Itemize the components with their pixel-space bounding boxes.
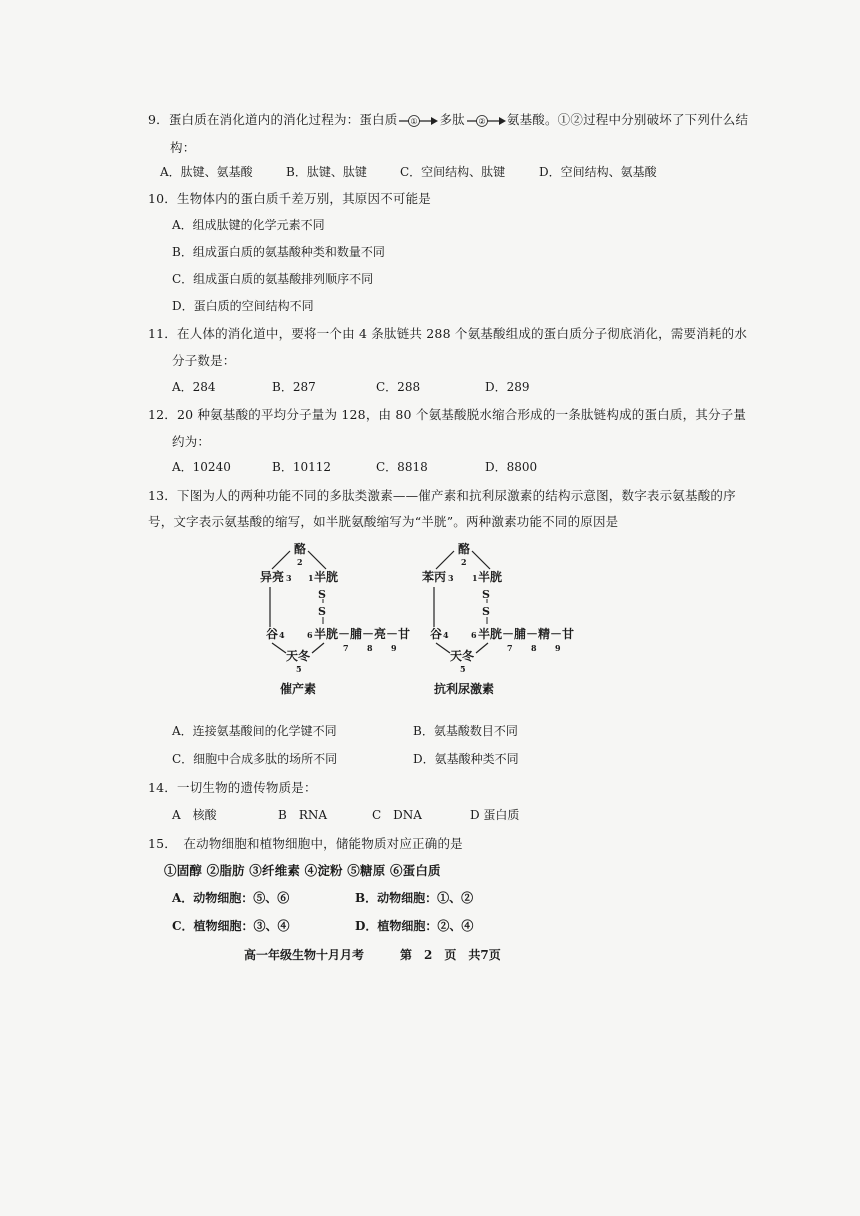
oxytocin-res-4: 谷	[266, 627, 279, 641]
q12-option-d: D．8800	[485, 460, 538, 474]
adh-num-1: 1	[472, 573, 478, 583]
adh-caption: 抗利尿激素	[434, 682, 495, 696]
q11-option-a: A．284	[172, 380, 216, 394]
oxytocin-res-2: 酪	[294, 542, 307, 556]
footer-page-number: 第 2 页 共7页	[400, 948, 501, 962]
q13-option-c: C．细胞中合成多肽的场所不同	[172, 752, 338, 766]
q11-option-c: C．288	[376, 380, 421, 394]
q14-option-a: A 核酸	[172, 808, 217, 822]
oxytocin-structure	[260, 541, 410, 696]
oxytocin-num-5: 5	[296, 664, 302, 674]
adh-num-7: 7	[507, 643, 513, 653]
oxytocin-num-9: 9	[391, 643, 397, 653]
q9-option-c: C．空间结构、肽键	[400, 165, 506, 179]
q11-option-d: D．289	[485, 380, 530, 394]
oxytocin-chain: 半胱－脯－亮－甘	[314, 627, 411, 641]
oxytocin-num-7: 7	[343, 643, 349, 653]
arrow-icon	[397, 114, 439, 128]
q12-stem-2: 约为：	[172, 434, 211, 449]
q14-option-b: B RNA	[278, 808, 328, 822]
q12-option-b: B．10112	[272, 460, 331, 474]
q10-option-c: C．组成蛋白质的氨基酸排列顺序不同	[172, 272, 374, 286]
adh-num-6: 6	[471, 630, 477, 640]
q13-stem-2: 号，文字表示氨基酸的缩写，如半胱氨酸缩写为“半胱”。两种激素功能不同的原因是	[148, 514, 619, 529]
oxytocin-num-1: 1	[308, 573, 314, 583]
oxytocin-num-2: 2	[297, 557, 303, 567]
q10-option-a: A．组成肽键的化学元素不同	[172, 218, 325, 232]
q9-step2: ②	[478, 116, 486, 126]
oxytocin-s1: S	[318, 588, 326, 601]
q10-option-d: D．蛋白质的空间结构不同	[172, 299, 314, 313]
q15-option-d: D．植物细胞：②、④	[355, 919, 474, 933]
oxytocin-caption: 催产素	[280, 682, 317, 696]
q14-stem: 14．一切生物的遗传物质是：	[148, 780, 317, 795]
q15-option-c: C．植物细胞：③、④	[172, 919, 290, 933]
q10-option-b: B．组成蛋白质的氨基酸种类和数量不同	[172, 245, 385, 259]
adh-res-1: 半胱	[478, 570, 503, 584]
adh-s1: S	[482, 588, 490, 601]
oxytocin-res-1: 半胱	[314, 570, 339, 584]
arrow-icon	[465, 114, 507, 128]
q9-option-b: B．肽键、肽键	[286, 165, 367, 179]
oxytocin-res-3: 异亮	[260, 570, 285, 584]
q10-stem: 10．生物体内的蛋白质千差万别，其原因不可能是	[148, 191, 432, 206]
q13-option-a: A．连接氨基酸间的化学键不同	[172, 724, 337, 738]
adh-num-9: 9	[555, 643, 561, 653]
q11-option-b: B．287	[272, 380, 316, 394]
q12-stem-1: 12．20 种氨基酸的平均分子量为 128，由 80 个氨基酸脱水缩合形成的一条肽链构成的蛋白质，其分子量	[148, 407, 747, 422]
q9-step1: ①	[410, 116, 419, 126]
footer-exam-title: 高一年级生物十月月考	[244, 948, 365, 962]
q11-stem-2: 分子数是：	[172, 353, 236, 368]
q9-text-a: 9．蛋白质在消化道内的消化过程为：蛋白质	[148, 112, 398, 127]
q9-arrow-2	[465, 114, 507, 128]
oxytocin-num-6: 6	[307, 630, 313, 640]
adh-chain: 半胱－脯－精－甘	[478, 627, 575, 641]
q14-option-d: D 蛋白质	[470, 808, 520, 822]
adh-res-4: 谷	[430, 627, 443, 641]
q11-stem-1: 11．在人体的消化道中，要将一个由 4 条肽链共 288 个氨基酸组成的蛋白质分子彻底消化，需要消耗的水	[148, 326, 748, 341]
q15-stem: 15． 在动物细胞和植物细胞中，储能物质对应正确的是	[148, 836, 463, 851]
oxytocin-num-8: 8	[367, 643, 373, 653]
q9-text-b: 氨基酸。①②过程中分别破坏了下列什么结	[506, 112, 749, 127]
q15-option-a: A．动物细胞：⑤、⑥	[172, 891, 290, 905]
q9-mid: 多肽	[439, 112, 465, 127]
q15-option-b: B．动物细胞：①、②	[355, 891, 474, 905]
adh-num-8: 8	[531, 643, 537, 653]
adh-structure	[422, 541, 574, 696]
adh-num-4: 4	[443, 630, 449, 640]
q9-arrow-1	[397, 114, 439, 128]
adh-num-2: 2	[461, 557, 467, 567]
q15-items: ①固醇 ②脂肪 ③纤维素 ④淀粉 ⑤糖原 ⑥蛋白质	[164, 863, 441, 878]
q13-stem-1: 13．下图为人的两种功能不同的多肽类激素——催产素和抗利尿激素的结构示意图，数字表示氨基酸的序	[148, 488, 736, 503]
oxytocin-num-4: 4	[279, 630, 285, 640]
hormone-structure-figure	[250, 535, 590, 700]
q9-stem	[148, 110, 748, 128]
adh-num-5: 5	[460, 664, 466, 674]
oxytocin-s2: S	[318, 605, 326, 618]
q13-option-d: D．氨基酸种类不同	[413, 752, 519, 766]
adh-res-5: 天冬	[450, 649, 475, 663]
q12-option-a: A．10240	[172, 460, 231, 474]
q14-option-c: C DNA	[372, 808, 422, 822]
adh-res-3: 苯丙	[422, 570, 447, 584]
q13-option-b: B．氨基酸数目不同	[413, 724, 518, 738]
oxytocin-res-5: 天冬	[286, 649, 311, 663]
q9-option-a: A．肽键、氨基酸	[160, 165, 253, 179]
q9-stem-cont: 构：	[170, 140, 196, 155]
adh-s2: S	[482, 605, 490, 618]
q9-option-d: D．空间结构、氨基酸	[539, 165, 657, 179]
adh-res-2: 酪	[458, 542, 471, 556]
q12-option-c: C．8818	[376, 460, 428, 474]
adh-num-3: 3	[448, 573, 454, 583]
oxytocin-num-3: 3	[286, 573, 292, 583]
